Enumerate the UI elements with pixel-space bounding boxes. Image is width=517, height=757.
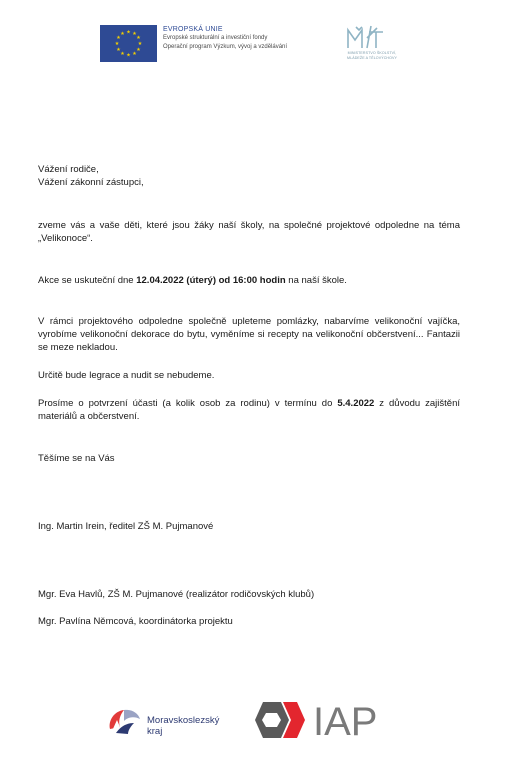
event-date-suffix: na naší škole. <box>285 275 347 286</box>
eu-program-line: Operační program Výzkum, vývoj a vzdělávání <box>163 43 288 50</box>
svg-text:★: ★ <box>116 47 121 53</box>
event-date-paragraph <box>38 274 460 287</box>
rsvp-prefix: Prosíme o potvrzení účasti (a kolik osob za rodinu) v termínu do <box>38 398 338 409</box>
svg-text:★: ★ <box>132 31 137 37</box>
rsvp-date: 5.4.2022 <box>337 398 375 409</box>
activities-paragraph: V rámci projektového odpoledne společně upleteme pomlázky, nabarvíme velikonoční vajíčka, vyrobíme velikonoční dekorace do bytu, vyměníme si recepty na velikonoční občerstvení... Fantazii se meze nekladou. <box>38 316 460 354</box>
region-line1: Moravskoslezský <box>147 715 220 726</box>
eu-title: EVROPSKÁ UNIE <box>163 26 223 33</box>
eu-flag-icon <box>100 25 157 62</box>
msmt-logo-icon <box>345 24 385 50</box>
closing-line: Těšíme se na Vás <box>38 453 115 464</box>
region-line2: kraj <box>147 726 163 737</box>
svg-text:★: ★ <box>136 35 141 41</box>
msmt-logo-text <box>338 51 406 60</box>
svg-text:★: ★ <box>126 52 131 59</box>
msmt-line1: MINISTERSTVO ŠKOLSTVÍ, <box>347 51 397 55</box>
svg-text:★: ★ <box>126 29 131 36</box>
signature-director: Ing. Martin Irein, ředitel ZŠ M. Pujmanové <box>38 521 214 532</box>
iap-text: IAP <box>313 700 378 740</box>
svg-text:★: ★ <box>136 47 141 53</box>
msmt-line2: MLÁDEŽE A TĚLOVÝCHOVY <box>347 55 397 60</box>
svg-text:★: ★ <box>120 31 125 37</box>
svg-text:★: ★ <box>132 51 137 57</box>
svg-text:★: ★ <box>137 41 143 47</box>
moravskoslezsky-kraj-logo-icon <box>106 703 144 736</box>
greeting <box>38 163 460 189</box>
rsvp-paragraph <box>38 397 460 423</box>
greeting-guardians: Vážení zákonní zástupci, <box>38 177 144 189</box>
signature-realizer: Mgr. Eva Havlů, ZŠ M. Pujmanové (realizátor rodičovských klubů) <box>38 589 315 600</box>
event-date-prefix: Akce se uskuteční dne <box>38 275 137 286</box>
fun-paragraph: Určitě bude legrace a nudit se nebudeme. <box>38 370 215 381</box>
invite-paragraph: zveme vás a vaše děti, které jsou žáky naší školy, na společné projektové odpoledne na téma „Velikonoce“. <box>38 220 460 245</box>
signature-coordinator: Mgr. Pavlína Němcová, koordinátorka projektu <box>38 616 233 627</box>
svg-text:★: ★ <box>116 35 121 41</box>
region-logo-text <box>147 715 219 737</box>
rsvp-suffix: z důvodu zajištění materiálů a občerstvení. <box>38 398 460 423</box>
eu-funds-line: Evropské strukturální a investiční fondy <box>163 35 268 42</box>
iap-logo-icon <box>253 700 393 740</box>
event-date: 12.04.2022 (úterý) od 16:00 hodin <box>136 275 286 286</box>
svg-text:★: ★ <box>120 51 125 57</box>
svg-text:★: ★ <box>114 41 120 47</box>
greeting-parents: Vážení rodiče, <box>38 164 99 175</box>
eu-program-text <box>163 26 287 51</box>
